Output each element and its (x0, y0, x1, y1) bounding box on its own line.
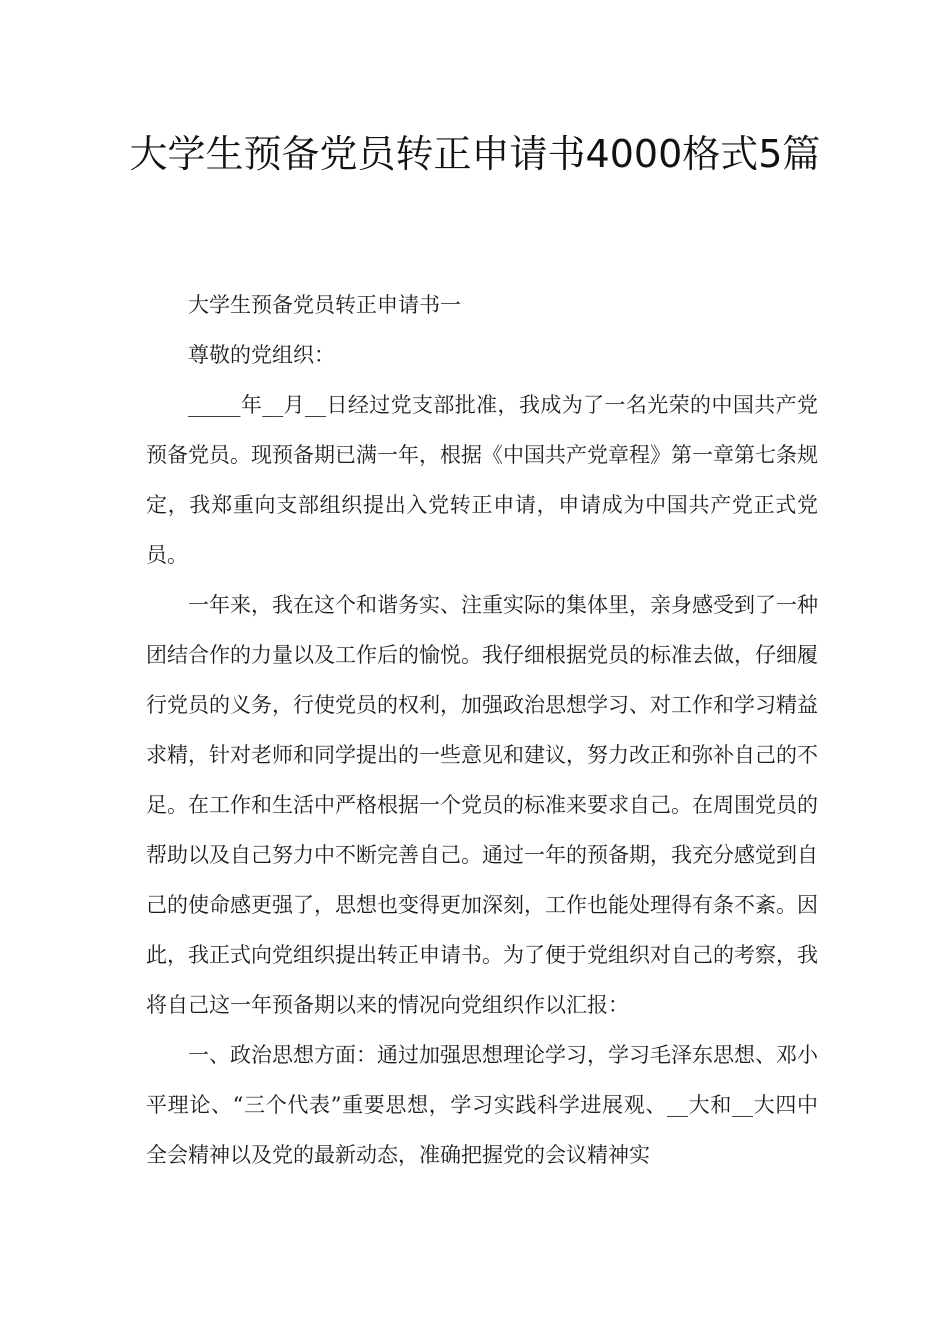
document-title: 大学生预备党员转正申请书4000格式5篇 (129, 132, 821, 176)
document-body (146, 280, 818, 1180)
paragraph-3: 一、政治思想方面：通过加强思想理论学习，学习毛泽东思想、邓小平理论、“三个代表”重要思想，学习实践科学进展观、__大和__大四中全会精神以及党的最新动态，准确把握党的会议精神实 (146, 1043, 818, 1167)
paragraph-2: 一年来，我在这个和谐务实、注重实际的集体里，亲身感受到了一种团结合作的力量以及工作后的愉悦。我仔细根据党员的标准去做，仔细履行党员的义务，行使党员的权利，加强政治思想学习、对工作和学习精益求精，针对老师和同学提出的一些意见和建议，努力改正和弥补自己的不足。在工作和生活中严格根据一个党员的标准来要求自己。在周围党员的帮助以及自己努力中不断完善自己。通过一年的预备期，我充分感觉到自己的使命感更强了，思想也变得更加深刻，工作也能处理得有条不紊。因此，我正式向党组织提出转正申请书。为了便于党组织对自己的考察，我将自己这一年预备期以来的情况向党组织作以汇报： (146, 593, 818, 1017)
salutation: 尊敬的党组织： (188, 343, 335, 367)
paragraph-1: _____年__月__日经过党支部批准，我成为了一名光荣的中国共产党预备党员。现预备期已满一年，根据《中国共产党章程》第一章第七条规定，我郑重向支部组织提出入党转正申请，申请成为中国共产党正式党员。 (146, 393, 818, 567)
section-heading: 大学生预备党员转正申请书一 (188, 293, 461, 317)
